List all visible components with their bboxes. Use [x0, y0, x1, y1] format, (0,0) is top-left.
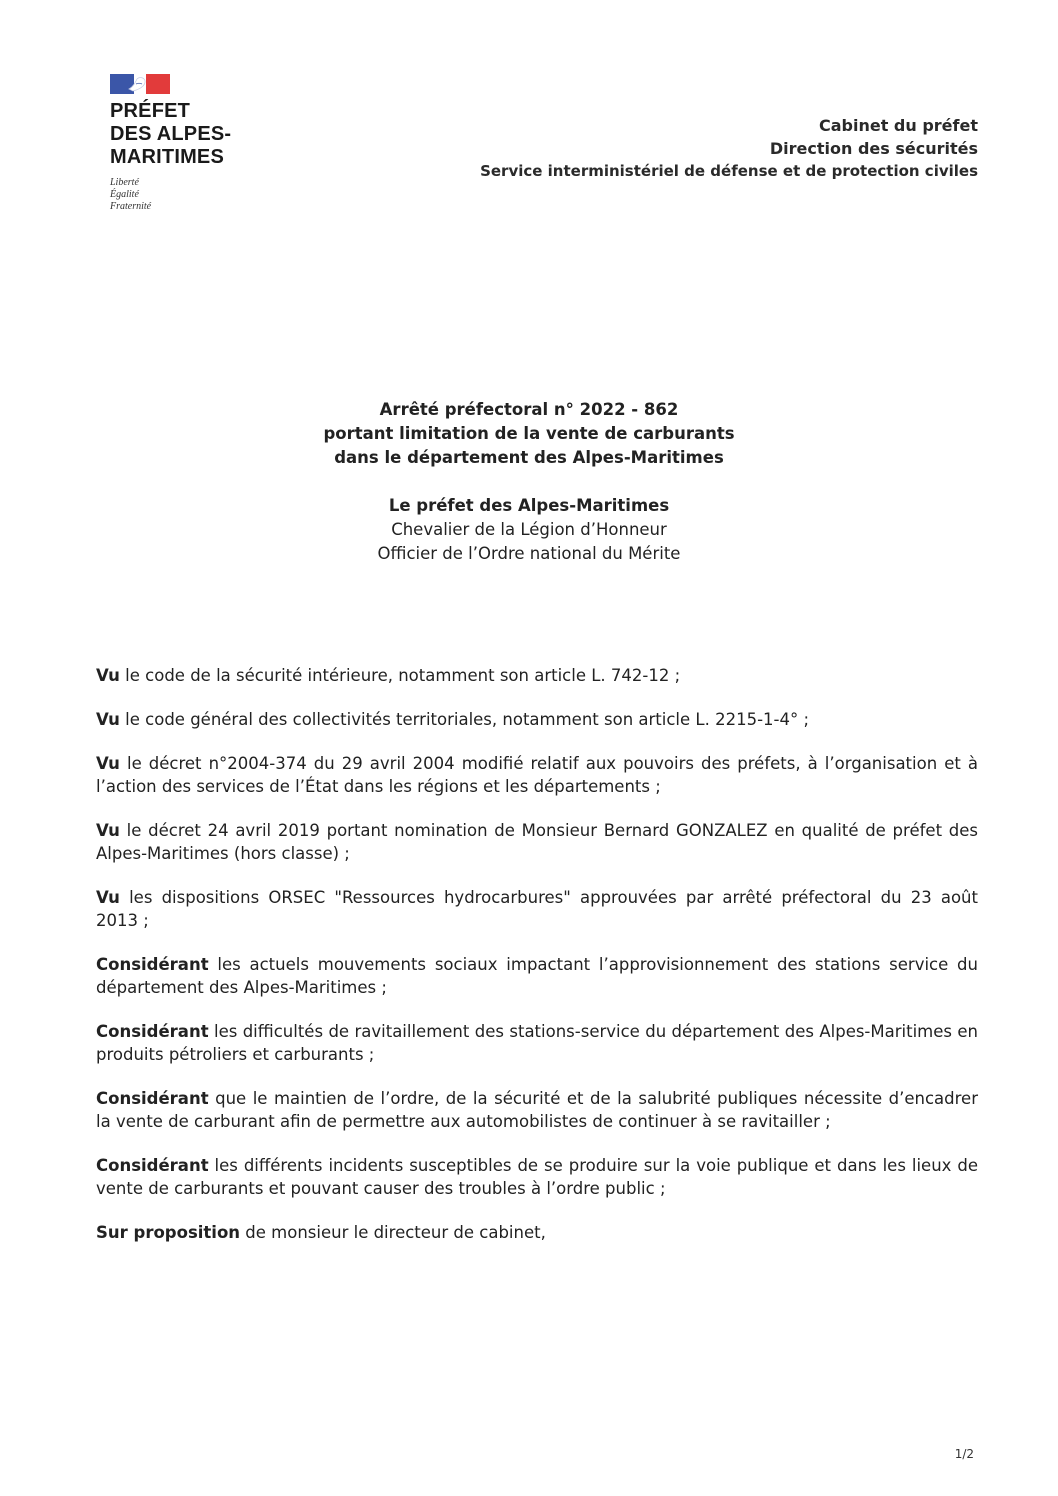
- republic-motto: [110, 177, 231, 213]
- paragraph-lead: Considérant: [96, 1022, 209, 1041]
- prefect-honor-2: Officier de l’Ordre national du Mérite: [377, 544, 681, 563]
- motto-fraternite: Fraternité: [110, 201, 152, 212]
- preamble-paragraph: [96, 953, 978, 999]
- paragraph-lead: Considérant: [96, 955, 209, 974]
- paragraph-text: les dispositions ORSEC "Ressources hydrocarbures" approuvées par arrêté préfectoral du 23 août 2013 ;: [96, 888, 978, 930]
- org-line-3: MARITIMES: [110, 146, 225, 168]
- marianne-flag-icon: [110, 74, 170, 94]
- paragraph-lead: Vu: [96, 754, 120, 773]
- paragraph-text: le décret 24 avril 2019 portant nomination de Monsieur Bernard GONZALEZ en qualité de préfet des Alpes-Maritimes (hors classe) ;: [96, 821, 978, 863]
- paragraph-text: les actuels mouvements sociaux impactant l’approvisionnement des stations service du département des Alpes-Maritimes ;: [96, 955, 978, 997]
- preamble-paragraph: [96, 664, 978, 687]
- paragraph-lead: Vu: [96, 666, 120, 685]
- paragraph-text: le décret n°2004-374 du 29 avril 2004 modifié relatif aux pouvoirs des préfets, à l’organisation et à l’action des services de l’État dans les régions et les départements ;: [96, 754, 978, 796]
- preamble-paragraph: [96, 708, 978, 731]
- preamble-paragraph: [96, 1087, 978, 1133]
- preamble-paragraph: [96, 1154, 978, 1200]
- paragraph-text: les difficultés de ravitaillement des stations-service du département des Alpes-Maritimes en produits pétroliers et carburants ;: [96, 1022, 978, 1064]
- motto-egalite: Égalité: [110, 189, 139, 200]
- paragraph-lead: Vu: [96, 888, 120, 907]
- preamble-paragraph: [96, 752, 978, 798]
- paragraph-text: le code général des collectivités territoriales, notamment son article L. 2215-1-4° ;: [119, 710, 810, 729]
- decree-subject-line-1: portant limitation de la vente de carburants: [323, 424, 735, 443]
- paragraph-lead: Considérant: [96, 1156, 209, 1175]
- preamble-paragraph: [96, 1020, 978, 1066]
- header-direction: Direction des sécurités: [769, 139, 978, 158]
- paragraph-lead: Considérant: [96, 1089, 209, 1108]
- paragraph-text: de monsieur le directeur de cabinet,: [240, 1223, 546, 1242]
- prefecture-logo: [110, 74, 231, 213]
- issuing-service-header: [480, 114, 978, 183]
- paragraph-lead: Sur proposition: [96, 1223, 241, 1242]
- preamble-paragraph: [96, 886, 978, 932]
- paragraph-text: le code de la sécurité intérieure, notamment son article L. 742-12 ;: [119, 666, 681, 685]
- decree-number: Arrêté préfectoral n° 2022 - 862: [379, 400, 679, 419]
- org-line-1: PRÉFET: [110, 100, 191, 122]
- prefect-honor-1: Chevalier de la Légion d’Honneur: [391, 520, 667, 539]
- header-cabinet: Cabinet du préfet: [818, 116, 978, 135]
- paragraph-lead: Vu: [96, 710, 120, 729]
- paragraph-lead: Vu: [96, 821, 120, 840]
- org-line-2: DES ALPES-: [110, 123, 232, 145]
- prefect-title: Le préfet des Alpes-Maritimes: [388, 496, 670, 515]
- preamble-paragraph: [96, 1221, 978, 1244]
- header-service: Service interministériel de défense et de protection civiles: [480, 162, 978, 180]
- paragraph-text: que le maintien de l’ordre, de la sécurité et de la salubrité publiques nécessite d’encadrer la vente de carburant afin de permettre aux automobilistes de continuer à se ravitailler ;: [96, 1089, 978, 1131]
- preamble-paragraph: [96, 819, 978, 865]
- decree-preamble: [96, 664, 978, 1265]
- motto-liberte: Liberté: [110, 177, 139, 188]
- paragraph-text: les différents incidents susceptibles de se produire sur la voie publique et dans les lieux de vente de carburants et pouvant causer des troubles à l’ordre public ;: [96, 1156, 978, 1198]
- prefect-identity: [0, 494, 1058, 566]
- decree-title: [0, 398, 1058, 470]
- decree-subject-line-2: dans le département des Alpes-Maritimes: [334, 448, 724, 467]
- organization-name: [110, 100, 231, 169]
- page-number: 1/2: [954, 1447, 974, 1461]
